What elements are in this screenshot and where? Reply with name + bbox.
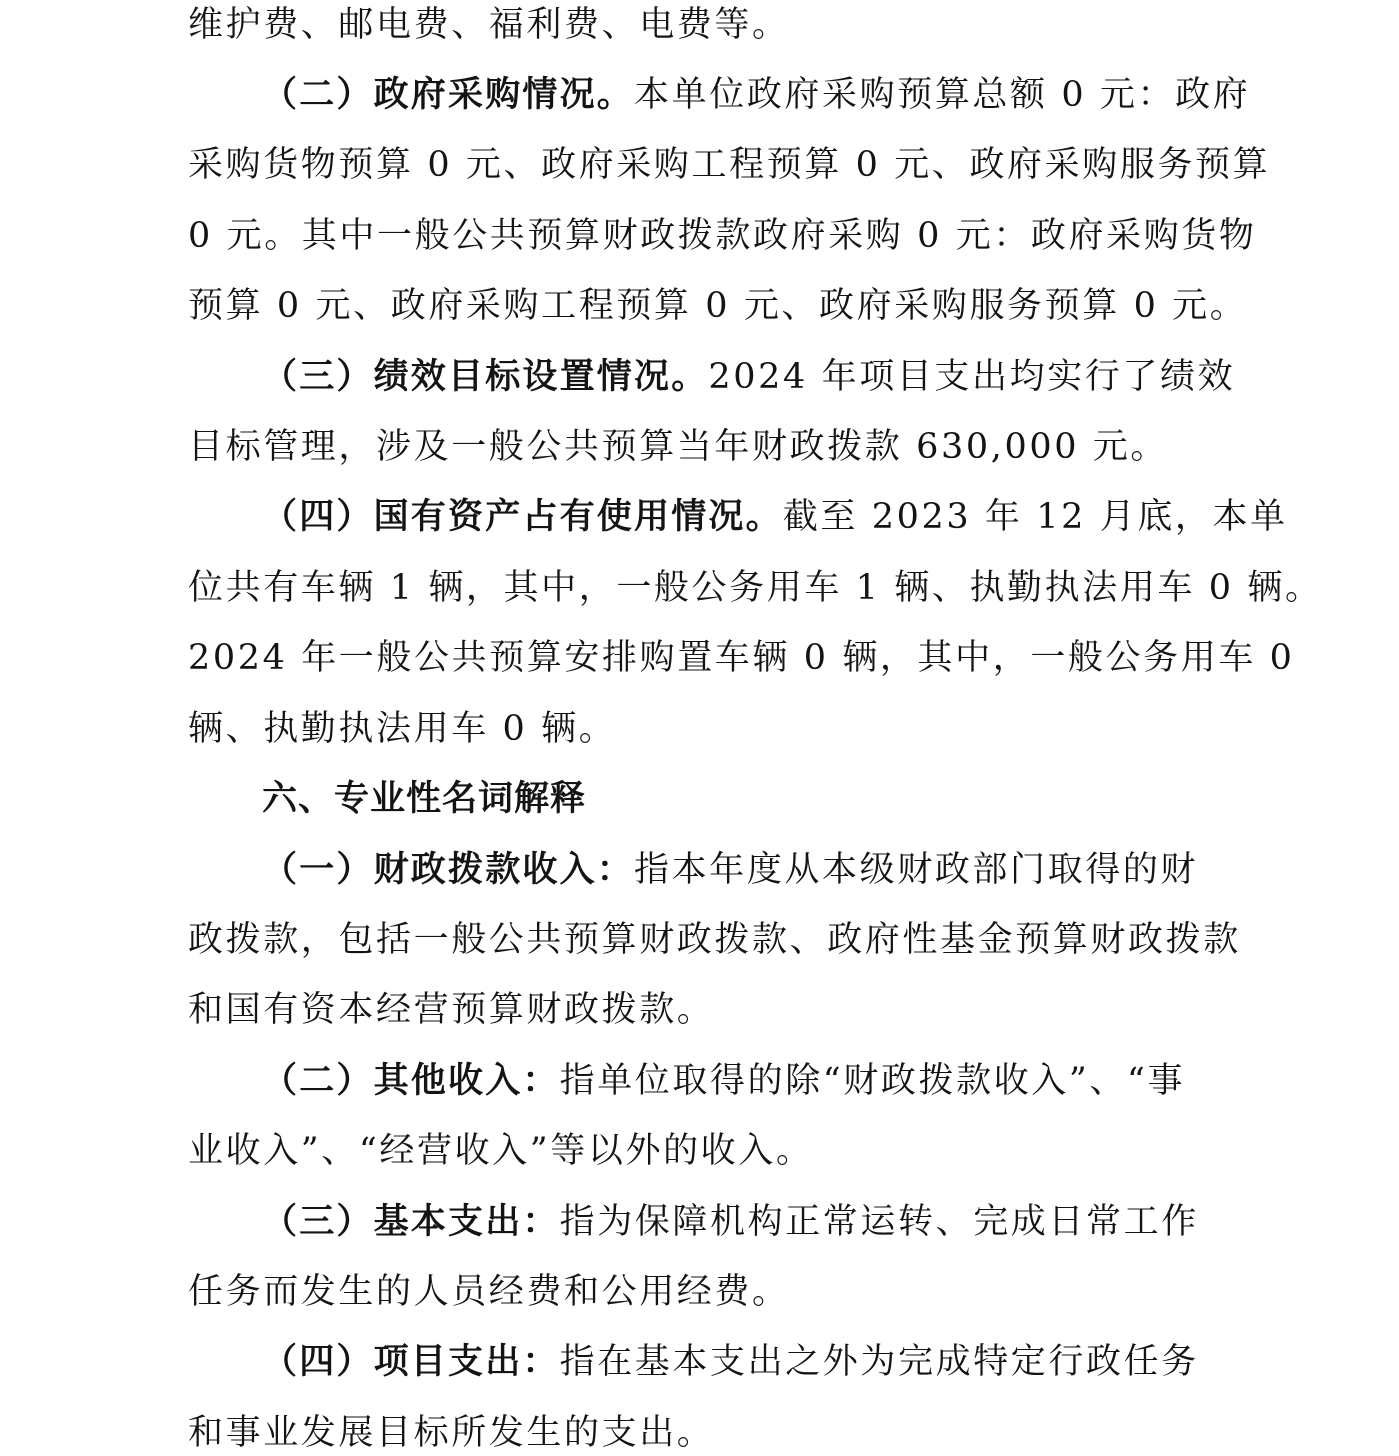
section-label: （三）绩效目标设置情况。: [262, 357, 709, 397]
paragraph-line: 辆、执勤执法用车 0 辆。: [188, 709, 617, 749]
section-label: （二）政府采购情况。: [262, 75, 635, 115]
paragraph-line: 目标管理，涉及一般公共预算当年财政拨款 630,000 元。: [188, 427, 1168, 467]
paragraph-line: 任务而发生的人员经费和公用经费。: [188, 1272, 790, 1312]
paragraph-line: 和事业发展目标所发生的支出。: [188, 1413, 715, 1453]
paragraph-line: （四）项目支出：指在基本支出之外为完成特定行政任务: [262, 1342, 1199, 1382]
term-label: （四）项目支出：: [262, 1342, 560, 1382]
term-label: （三）基本支出：: [262, 1202, 560, 1242]
paragraph-line: 业收入”、“经营收入”等以外的收入。: [188, 1131, 814, 1171]
paragraph-line: （二）政府采购情况。本单位政府采购预算总额 0 元：政府: [262, 75, 1251, 115]
paragraph-line: 0 元。其中一般公共预算财政拨款政府采购 0 元：政府采购货物: [188, 216, 1257, 256]
paragraph-line: （三）绩效目标设置情况。2024 年项目支出均实行了绩效: [262, 357, 1236, 397]
paragraph-line: 维护费、邮电费、福利费、电费等。: [188, 5, 790, 45]
paragraph-line: 预算 0 元、政府采购工程预算 0 元、政府采购服务预算 0 元。: [188, 286, 1248, 326]
paragraph-line: 采购货物预算 0 元、政府采购工程预算 0 元、政府采购服务预算: [188, 145, 1271, 185]
term-label: （二）其他收入：: [262, 1061, 560, 1101]
paragraph-line: （一）财政拨款收入：指本年度从本级财政部门取得的财: [262, 850, 1199, 890]
paragraph-line: （二）其他收入：指单位取得的除“财政拨款收入”、“事: [262, 1061, 1186, 1101]
term-label: （一）财政拨款收入：: [262, 850, 635, 890]
paragraph-line: （三）基本支出：指为保障机构正常运转、完成日常工作: [262, 1202, 1199, 1242]
section-label: （四）国有资产占有使用情况。: [262, 497, 783, 537]
paragraph-line: （四）国有资产占有使用情况。截至 2023 年 12 月底，本单: [262, 497, 1288, 537]
paragraph-line: 2024 年一般公共预算安排购置车辆 0 辆，其中，一般公务用车 0: [188, 638, 1295, 678]
paragraph-line: 位共有车辆 1 辆，其中，一般公务用车 1 辆、执勤执法用车 0 辆。: [188, 568, 1323, 608]
paragraph-line: 和国有资本经营预算财政拨款。: [188, 990, 715, 1030]
paragraph-line: 政拨款，包括一般公共预算财政拨款、政府性基金预算财政拨款: [188, 920, 1241, 960]
section-heading: 六、专业性名词解释: [262, 779, 587, 819]
